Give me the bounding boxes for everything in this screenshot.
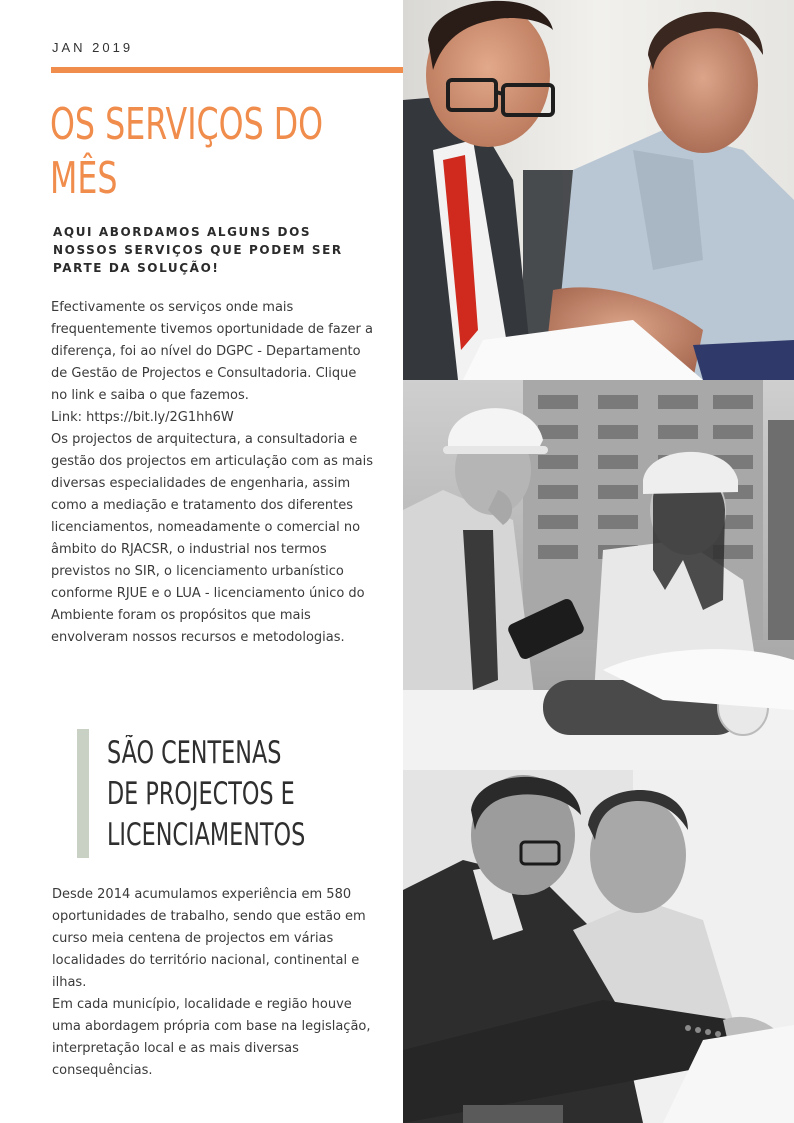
page-title-line-2: MÊS (50, 153, 118, 204)
page-subtitle: AQUI ABORDAMOS ALGUNS DOS NOSSOS SERVIÇOS QUE PODEM SER PARTE DA SOLUÇÃO! (53, 225, 343, 275)
photo-two-consultants-reviewing-documents (403, 0, 794, 380)
pullquote (107, 733, 395, 856)
experience-text-block (52, 884, 377, 1082)
page-title-line-1: OS SERVIÇOS DO (50, 99, 324, 150)
page-title (50, 98, 396, 206)
intro-text-block (51, 297, 376, 649)
pullquote-line-3: LICENCIAMENTOS (107, 817, 306, 853)
photo-business-meeting (403, 770, 794, 1123)
pullquote-line-2: DE PROJECTOS E (107, 776, 295, 812)
photo-engineers-with-hard-hats (403, 380, 794, 770)
services-paragraph: Os projectos de arquitectura, a consultadoria e gestão dos projectos em articulação com as mais diversas especialidades de engenharia, assim como a mediação e tratamento dos diferentes licenciamentos, nomeadamente o comercial no âmbito do RJACSR, o industrial nos termos previstos no SIR, o licenciamento urbanístico conforme RJUE e o LUA - licenciamento único do Ambiente foram os propósitos que mais envolveram nossos recursos e metodologias. (51, 432, 374, 645)
intro-link-line: Link: https://bit.ly/2G1hh6W (51, 410, 234, 425)
approach-paragraph: Em cada município, localidade e região houve uma abordagem própria com base na legislação, interpretação local e as mais diversas consequências. (52, 997, 371, 1078)
experience-paragraph: Desde 2014 acumulamos experiência em 580 oportunidades de trabalho, sendo que estão em curso meia centena de projectos em várias localidades do território nacional, continental e ilhas. (52, 887, 366, 990)
pullquote-line-1: SÃO CENTENAS (107, 735, 282, 771)
accent-divider (51, 67, 404, 73)
pullquote-bar (77, 729, 89, 858)
intro-paragraph: Efectivamente os serviços onde mais frequentemente tivemos oportunidade de fazer a diferença, foi ao nível do DGPC - Departamento de Gestão de Projectos e Consultadoria. Clique no link e saiba o que fazemos. (51, 300, 373, 403)
issue-date: JAN 2019 (52, 40, 134, 55)
